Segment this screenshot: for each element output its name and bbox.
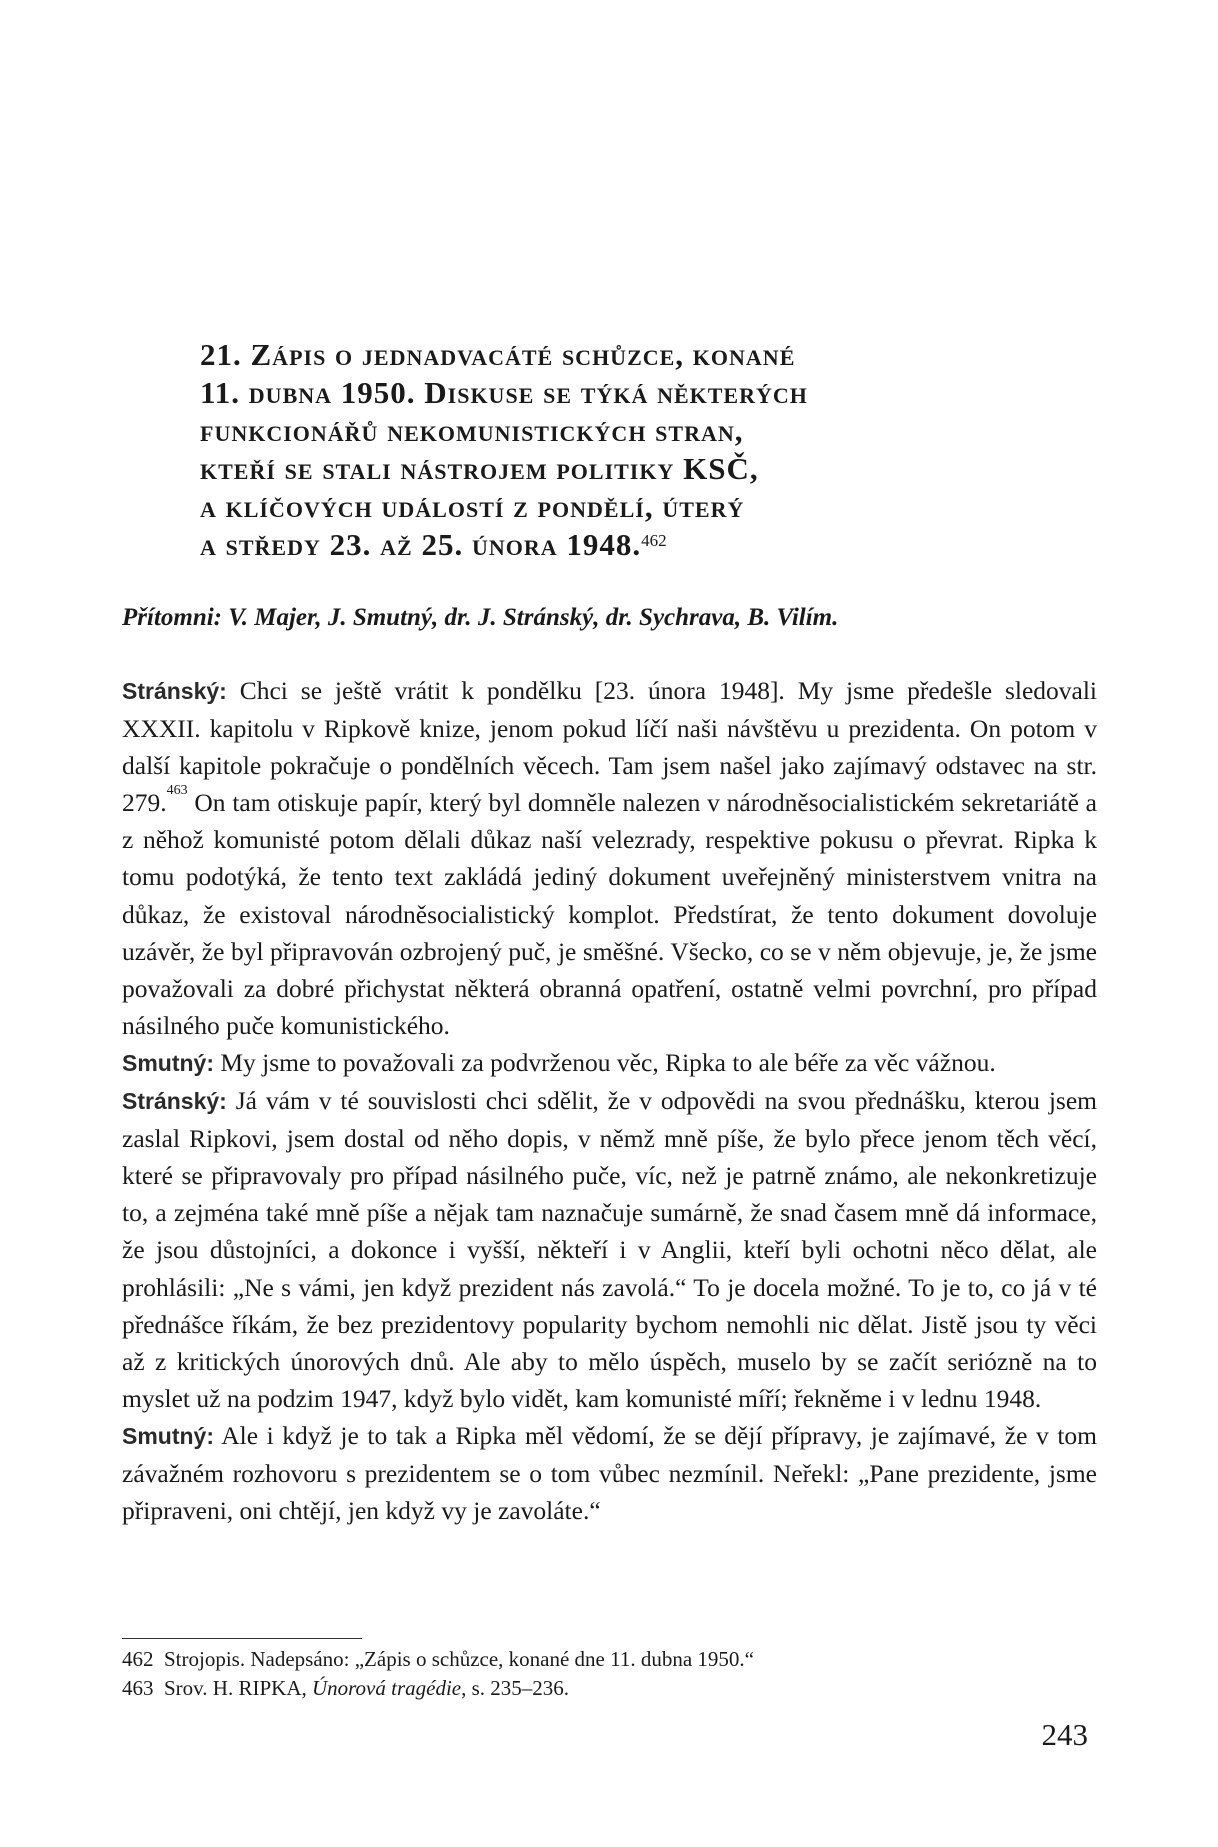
heading-line: 11. dubna 1950. Diskuse se týká některých	[200, 375, 808, 410]
utterance-text: My jsme to považovali za podvrženou věc, Ripka to ale béře za věc vážnou.	[220, 1047, 996, 1077]
heading-line: 21. Zápis o jednadvacáté schůzce, konané	[200, 337, 796, 372]
transcript-entry	[122, 672, 1097, 1044]
heading-line: a klíčových událostí z pondělí, úterý	[200, 489, 745, 524]
utterance-text: Já vám v té souvislosti chci sdělit, že v odpovědi na svou přednášku, kterou jsem zaslal Ripkovi, jsem dostal od něho dopis, v němž mně píše, že bylo přece jenom těch věcí, které se připravovaly pro případ násilného puče, víc, než je patrně známo, ale nekonkretizuje to, a zejména také mně píše a nějak tam naznačuje sumárně, že snad časem mně dá informace, že jsou důstojníci, a dokonce i vyšší, někteří i v Anglii, kteří byli ochotni něco dělat, ale prohlásili: „Ne s vámi, jen když prezident nás zavolá.“ To je docela možné. To je to, co já v té přednášce říkám, že bez prezidentovy popularity bychom nemohli nic dělat. Jistě jsou ty věci až z kritických únorových dnů. Ale aby to mělo úspěch, muselo by se začít seriózně na to myslet už na podzim 1947, když bylo vidět, kam komunisté míří; řekněme i v lednu 1948.	[122, 1086, 1098, 1413]
footnotes	[122, 1645, 1097, 1703]
footnote	[122, 1645, 1097, 1674]
transcript-entry	[122, 1417, 1097, 1529]
utterance-text: Chci se ještě vrátit k pondělku [23. února 1948]. My jsme předešle sledovali XXXII. kapitolu v Ripkově knize, jenom pokud líčí naši návštěvu u prezidenta. On potom v další kapitole pokračuje o pondělních věcech. Tam jsem našel jako zajímavý odstavec na str. 279.	[122, 676, 1098, 818]
speaker-label: Stránský:	[122, 678, 227, 704]
heading-footnote-ref[interactable]: 462	[641, 531, 667, 550]
chapter-heading	[200, 336, 1080, 564]
transcript	[122, 672, 1097, 1529]
footnote-text: Srov. H. RIPKA,	[164, 1676, 312, 1700]
footnote-title: Únorová tragédie	[311, 1676, 462, 1700]
speaker-label: Smutný:	[122, 1049, 214, 1076]
heading-line-text: a středy 23. až 25. února 1948.	[200, 527, 642, 562]
page-number: 243	[1041, 1717, 1088, 1752]
heading-line-last	[200, 526, 1080, 564]
speaker-label: Stránský:	[122, 1088, 227, 1115]
footnote-text: , s. 235–236.	[461, 1676, 570, 1700]
transcript-entry	[122, 1082, 1097, 1417]
utterance-text: Ale i když je to tak a Ripka měl vědomí, že se dějí přípravy, je zajímavé, že v tom závažném rozhovoru s prezidentem se o tom vůbec nezmínil. Neřekl: „Pane prezidente, jsme připraveni, oni chtějí, jen když vy je zavoláte.“	[122, 1420, 1097, 1526]
footnote-ref[interactable]: 463	[166, 783, 188, 799]
footnote-divider	[122, 1638, 362, 1639]
speaker-label: Smutný:	[122, 1422, 214, 1449]
attendees-line: Přítomni: V. Majer, J. Smutný, dr. J. Stránský, dr. Sychrava, B. Vilím.	[122, 604, 839, 631]
utterance-text: On tam otiskuje papír, který byl domněle nalezen v národněsocialistickém sekretariátě a z něhož komunisté potom dělali důkaz naší velezrady, respektive pokusu o převrat. Ripka k tomu podotýká, že tento text zakládá jediný dokument uveřejněný ministerstvem vnitra na důkaz, že existoval národněsocialistický komplot. Předstírat, že tento dokument dovoluje uzávěr, že byl připravován ozbrojený puč, je směšné. Všecko, co se v něm objevuje, je, že jsme považovali za dobré přichystat některá obranná opatření, ostatně velmi povrchní, pro případ násilného puče komunistického.	[122, 788, 1097, 1040]
heading-line: kteří se stali nástrojem politiky KSČ,	[200, 451, 759, 486]
footnote-text: Strojopis. Nadepsáno: „Zápis o schůzce, konané dne 11. dubna 1950.“	[164, 1647, 754, 1671]
footnote-number: 463	[122, 1676, 154, 1700]
transcript-entry	[122, 1044, 1097, 1082]
footnote-number: 462	[122, 1647, 154, 1671]
heading-line: funkcionářů nekomunistických stran,	[200, 413, 744, 448]
footnote	[122, 1674, 1097, 1703]
